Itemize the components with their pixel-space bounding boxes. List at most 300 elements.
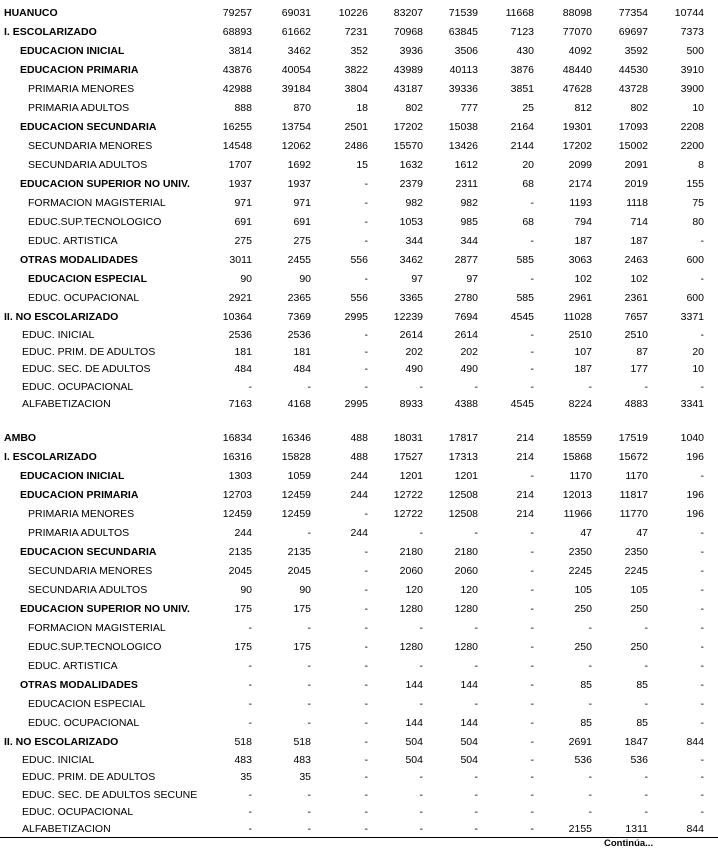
table-row: [0, 658, 718, 675]
cell-value: 75: [692, 197, 704, 209]
table-row: [0, 5, 718, 22]
table-row: [0, 544, 718, 561]
cell-value: 483: [234, 754, 252, 766]
row-label: PRIMARIA MENORES: [28, 83, 135, 95]
cell-value: -: [248, 806, 252, 818]
cell-value: -: [530, 470, 534, 482]
row-label: II. NO ESCOLARIZADO: [4, 311, 119, 323]
table-row: [0, 525, 718, 542]
cell-value: -: [644, 660, 648, 672]
cell-value: 15868: [562, 451, 592, 463]
cell-value: -: [530, 329, 534, 341]
row-label: EDUC. OCUPACIONAL: [28, 717, 140, 729]
cell-value: -: [307, 806, 311, 818]
cell-value: -: [644, 806, 648, 818]
cell-value: 802: [405, 102, 423, 114]
cell-value: 69697: [618, 26, 648, 38]
cell-value: -: [530, 789, 534, 801]
row-label: EDUCACION SECUNDARIA: [20, 546, 157, 558]
cell-value: 3063: [568, 254, 592, 266]
cell-value: 11028: [563, 311, 592, 323]
cell-value: -: [530, 736, 534, 748]
cell-value: -: [700, 660, 704, 672]
table-row: [0, 62, 718, 79]
cell-value: 15038: [448, 121, 478, 133]
cell-value: 196: [686, 451, 704, 463]
cell-value: 40113: [449, 64, 478, 76]
table-row: [0, 601, 718, 618]
cell-value: -: [588, 806, 592, 818]
cell-value: 35: [240, 771, 252, 783]
table-row: [0, 233, 718, 250]
cell-value: 15672: [618, 451, 648, 463]
row-label: EDUC. INICIAL: [22, 754, 95, 766]
row-label: I. ESCOLARIZADO: [4, 451, 97, 463]
cell-value: 8224: [568, 398, 592, 410]
cell-value: 430: [516, 45, 534, 57]
cell-value: -: [364, 754, 368, 766]
cell-value: 18: [356, 102, 368, 114]
cell-value: 1201: [454, 470, 478, 482]
cell-value: 2877: [454, 254, 478, 266]
cell-value: -: [530, 622, 534, 634]
cell-value: 14548: [222, 140, 252, 152]
row-label: SECUNDARIA MENORES: [28, 565, 153, 577]
cell-value: -: [419, 527, 423, 539]
table-row: [0, 787, 718, 804]
table-row: [0, 752, 718, 769]
cell-value: 16346: [281, 432, 311, 444]
cell-value: 2164: [510, 121, 534, 133]
row-label: EDUC. PRIM. DE ADULTOS: [22, 346, 156, 358]
cell-value: 80: [692, 216, 704, 228]
cell-value: 484: [293, 363, 311, 375]
row-label: OTRAS MODALIDADES: [20, 254, 138, 266]
cell-value: 250: [574, 603, 592, 615]
cell-value: 3900: [680, 83, 704, 95]
cell-value: 1692: [287, 159, 311, 171]
cell-value: 244: [234, 527, 252, 539]
cell-value: -: [588, 381, 592, 393]
cell-value: 3936: [399, 45, 423, 57]
cell-value: 105: [574, 584, 592, 596]
cell-value: 1632: [399, 159, 423, 171]
cell-value: -: [474, 660, 478, 672]
cell-value: 70968: [393, 26, 423, 38]
cell-value: 11966: [563, 508, 592, 520]
cell-value: 7657: [624, 311, 648, 323]
cell-value: 12459: [281, 489, 311, 501]
row-label: EDUCACION SUPERIOR NO UNIV.: [20, 603, 190, 615]
cell-value: 1280: [399, 641, 423, 653]
cell-value: -: [530, 363, 534, 375]
cell-value: 2180: [399, 546, 423, 558]
cell-value: 61662: [281, 26, 311, 38]
cell-value: -: [474, 789, 478, 801]
cell-value: 3371: [680, 311, 704, 323]
cell-value: -: [364, 329, 368, 341]
cell-value: -: [364, 178, 368, 190]
cell-value: 39336: [448, 83, 478, 95]
cell-value: -: [474, 527, 478, 539]
row-label: EDUCACION ESPECIAL: [28, 273, 148, 285]
cell-value: -: [364, 381, 368, 393]
cell-value: 504: [460, 736, 478, 748]
row-label: FORMACION MAGISTERIAL: [28, 622, 166, 634]
cell-value: -: [364, 736, 368, 748]
cell-value: -: [700, 717, 704, 729]
cell-value: -: [364, 622, 368, 634]
cell-value: 13754: [281, 121, 311, 133]
cell-value: 1612: [454, 159, 478, 171]
table-row: [0, 379, 718, 396]
cell-value: 2361: [624, 292, 648, 304]
cell-value: 43187: [393, 83, 423, 95]
table-row: [0, 214, 718, 231]
cell-value: -: [248, 381, 252, 393]
table-row: [0, 677, 718, 694]
cell-value: 7373: [680, 26, 704, 38]
cell-value: 585: [516, 292, 534, 304]
cell-value: 12703: [222, 489, 252, 501]
table-row: [0, 715, 718, 732]
cell-value: 43989: [393, 64, 423, 76]
cell-value: -: [700, 754, 704, 766]
cell-value: -: [364, 363, 368, 375]
cell-value: 3876: [510, 64, 534, 76]
cell-value: 3910: [680, 64, 704, 76]
cell-value: -: [364, 197, 368, 209]
cell-value: 2365: [287, 292, 311, 304]
cell-value: 17202: [393, 121, 423, 133]
cell-value: 17202: [562, 140, 592, 152]
cell-value: -: [530, 381, 534, 393]
cell-value: 8: [698, 159, 704, 171]
cell-value: 3506: [454, 45, 478, 57]
cell-value: 1280: [399, 603, 423, 615]
cell-value: -: [474, 806, 478, 818]
cell-value: 47: [580, 527, 592, 539]
cell-value: 43728: [618, 83, 648, 95]
cell-value: 3814: [228, 45, 252, 57]
cell-value: -: [248, 717, 252, 729]
cell-value: 10364: [222, 311, 252, 323]
cell-value: -: [530, 641, 534, 653]
cell-value: 2501: [344, 121, 368, 133]
cell-value: -: [700, 329, 704, 341]
cell-value: 585: [516, 254, 534, 266]
cell-value: 11668: [505, 7, 534, 19]
cell-value: 90: [299, 273, 311, 285]
cell-value: -: [700, 698, 704, 710]
table-row: [0, 769, 718, 786]
cell-value: 1280: [454, 641, 478, 653]
cell-value: 2350: [568, 546, 592, 558]
cell-value: -: [419, 660, 423, 672]
table-row: [0, 821, 718, 838]
cell-value: 187: [574, 363, 592, 375]
cell-value: -: [248, 679, 252, 691]
row-label: SECUNDARIA ADULTOS: [28, 159, 148, 171]
cell-value: 600: [686, 254, 704, 266]
cell-value: 202: [405, 346, 423, 358]
row-label: AMBO: [4, 432, 37, 444]
cell-value: -: [364, 273, 368, 285]
row-label: ALFABETIZACION: [22, 398, 111, 410]
cell-value: 214: [516, 489, 534, 501]
table-row: [0, 119, 718, 136]
cell-value: -: [364, 346, 368, 358]
table-row: [0, 252, 718, 269]
cell-value: 4545: [510, 311, 534, 323]
cell-value: 1303: [228, 470, 252, 482]
table-row: [0, 506, 718, 523]
cell-value: 187: [630, 235, 648, 247]
cell-value: -: [700, 546, 704, 558]
cell-value: -: [419, 789, 423, 801]
row-label: PRIMARIA ADULTOS: [28, 102, 130, 114]
cell-value: 144: [405, 717, 423, 729]
cell-value: 802: [630, 102, 648, 114]
cell-value: 17519: [618, 432, 648, 444]
cell-value: 16834: [222, 432, 252, 444]
cell-value: -: [588, 622, 592, 634]
cell-value: -: [644, 698, 648, 710]
cell-value: -: [307, 381, 311, 393]
cell-value: 2099: [568, 159, 592, 171]
table-row: [0, 271, 718, 288]
cell-value: -: [364, 235, 368, 247]
cell-value: 16255: [222, 121, 252, 133]
cell-value: 275: [234, 235, 252, 247]
cell-value: -: [419, 381, 423, 393]
row-label: EDUC.SUP.TECNOLOGICO: [28, 216, 162, 228]
cell-value: 4092: [568, 45, 592, 57]
cell-value: 714: [630, 216, 648, 228]
cell-value: 244: [350, 527, 368, 539]
cell-value: 12459: [281, 508, 311, 520]
cell-value: 12013: [562, 489, 592, 501]
cell-value: 10: [692, 363, 704, 375]
row-label: EDUC. SEC. DE ADULTOS SECUNE: [22, 789, 198, 801]
table-row: [0, 344, 718, 361]
cell-value: -: [530, 771, 534, 783]
row-label: SECUNDARIA ADULTOS: [28, 584, 148, 596]
cell-value: 85: [636, 679, 648, 691]
cell-value: 39184: [281, 83, 311, 95]
cell-value: 3592: [624, 45, 648, 57]
cell-value: 2536: [228, 329, 252, 341]
cell-value: -: [700, 470, 704, 482]
table-row: [0, 620, 718, 637]
cell-value: 68893: [222, 26, 252, 38]
cell-value: 1040: [680, 432, 704, 444]
cell-value: -: [700, 235, 704, 247]
cell-value: -: [419, 771, 423, 783]
cell-value: 971: [234, 197, 252, 209]
cell-value: -: [364, 679, 368, 691]
cell-value: 15002: [618, 140, 648, 152]
cell-value: -: [474, 381, 478, 393]
cell-value: 1170: [625, 470, 648, 482]
cell-value: 556: [350, 254, 368, 266]
cell-value: 40054: [281, 64, 311, 76]
cell-value: -: [530, 823, 534, 835]
cell-value: -: [364, 584, 368, 596]
cell-value: -: [530, 698, 534, 710]
cell-value: -: [644, 622, 648, 634]
row-label: OTRAS MODALIDADES: [20, 679, 138, 691]
cell-value: 13426: [448, 140, 478, 152]
table-row: [0, 327, 718, 344]
cell-value: 107: [574, 346, 592, 358]
cell-value: 2995: [344, 398, 368, 410]
cell-value: 1707: [228, 159, 252, 171]
cell-value: 344: [405, 235, 423, 247]
cell-value: 12722: [393, 489, 423, 501]
cell-value: -: [700, 789, 704, 801]
cell-value: 490: [460, 363, 478, 375]
cell-value: -: [700, 679, 704, 691]
row-label: EDUC. ARTISTICA: [28, 235, 118, 247]
row-label: FORMACION MAGISTERIAL: [28, 197, 166, 209]
cell-value: 504: [460, 754, 478, 766]
cell-value: 691: [293, 216, 311, 228]
cell-value: 3341: [680, 398, 704, 410]
cell-value: -: [644, 771, 648, 783]
cell-value: 43876: [222, 64, 252, 76]
cell-value: 44530: [618, 64, 648, 76]
row-label: I. ESCOLARIZADO: [4, 26, 97, 38]
cell-value: 77354: [618, 7, 648, 19]
cell-value: 10744: [674, 7, 704, 19]
cell-value: 47: [636, 527, 648, 539]
table-row: [0, 804, 718, 821]
cell-value: -: [700, 565, 704, 577]
cell-value: 2135: [228, 546, 252, 558]
cell-value: 68: [522, 178, 534, 190]
cell-value: 181: [293, 346, 311, 358]
table-row: [0, 582, 718, 599]
cell-value: 2455: [287, 254, 311, 266]
cell-value: -: [530, 346, 534, 358]
table-row: [0, 100, 718, 117]
cell-value: 7123: [510, 26, 534, 38]
cell-value: 187: [574, 235, 592, 247]
cell-value: -: [307, 823, 311, 835]
cell-value: -: [700, 806, 704, 818]
cell-value: 812: [574, 102, 592, 114]
cell-value: -: [248, 660, 252, 672]
cell-value: 1170: [569, 470, 592, 482]
cell-value: 175: [293, 603, 311, 615]
cell-value: 7163: [228, 398, 252, 410]
row-label: EDUCACION INICIAL: [20, 45, 125, 57]
cell-value: 11770: [619, 508, 648, 520]
cell-value: -: [248, 823, 252, 835]
cell-value: 175: [293, 641, 311, 653]
table-row: [0, 157, 718, 174]
cell-value: 4388: [454, 398, 478, 410]
cell-value: 2510: [624, 329, 648, 341]
cell-value: 7694: [454, 311, 478, 323]
cell-value: 483: [293, 754, 311, 766]
cell-value: 844: [686, 736, 704, 748]
cell-value: 2350: [624, 546, 648, 558]
cell-value: 2060: [399, 565, 423, 577]
cell-value: 1311: [625, 823, 648, 835]
cell-value: 35: [299, 771, 311, 783]
cell-value: 105: [630, 584, 648, 596]
cell-value: 1201: [399, 470, 423, 482]
cell-value: 2536: [287, 329, 311, 341]
row-label: EDUC. INICIAL: [22, 329, 95, 341]
cell-value: 175: [234, 641, 252, 653]
cell-value: 17093: [618, 121, 648, 133]
table-row: [0, 24, 718, 41]
cell-value: -: [307, 527, 311, 539]
cell-value: 15: [356, 159, 368, 171]
cell-value: -: [700, 771, 704, 783]
continua-note: Continúa...: [604, 838, 654, 849]
cell-value: 71539: [448, 7, 478, 19]
cell-value: -: [588, 771, 592, 783]
cell-value: 504: [405, 736, 423, 748]
cell-value: -: [364, 660, 368, 672]
cell-value: -: [530, 197, 534, 209]
cell-value: 97: [466, 273, 478, 285]
row-label: EDUC. ARTISTICA: [28, 660, 118, 672]
row-label: EDUC. OCUPACIONAL: [28, 292, 140, 304]
row-label: PRIMARIA ADULTOS: [28, 527, 130, 539]
cell-value: 85: [580, 717, 592, 729]
cell-value: 214: [516, 451, 534, 463]
cell-value: 2691: [568, 736, 592, 748]
row-label: EDUC.SUP.TECNOLOGICO: [28, 641, 162, 653]
cell-value: -: [530, 565, 534, 577]
cell-value: -: [530, 584, 534, 596]
cell-value: 25: [522, 102, 534, 114]
cell-value: 1059: [287, 470, 311, 482]
cell-value: 2180: [454, 546, 478, 558]
cell-value: 244: [350, 489, 368, 501]
cell-value: -: [364, 698, 368, 710]
cell-value: 2379: [399, 178, 423, 190]
cell-value: -: [530, 546, 534, 558]
cell-value: 518: [293, 736, 311, 748]
cell-value: 42988: [222, 83, 252, 95]
cell-value: 69031: [281, 7, 311, 19]
row-label: II. NO ESCOLARIZADO: [4, 736, 119, 748]
cell-value: -: [364, 508, 368, 520]
cell-value: 500: [686, 45, 704, 57]
cell-value: 20: [522, 159, 534, 171]
cell-value: 2486: [344, 140, 368, 152]
cell-value: -: [530, 273, 534, 285]
cell-value: 88098: [562, 7, 592, 19]
cell-value: 888: [234, 102, 252, 114]
table-row: [0, 487, 718, 504]
cell-value: 3462: [399, 254, 423, 266]
table-row: [0, 396, 718, 413]
cell-value: 250: [630, 641, 648, 653]
cell-value: -: [474, 622, 478, 634]
cell-value: -: [530, 660, 534, 672]
cell-value: 1193: [569, 197, 592, 209]
cell-value: 1053: [399, 216, 423, 228]
cell-value: -: [364, 216, 368, 228]
cell-value: 8933: [399, 398, 423, 410]
